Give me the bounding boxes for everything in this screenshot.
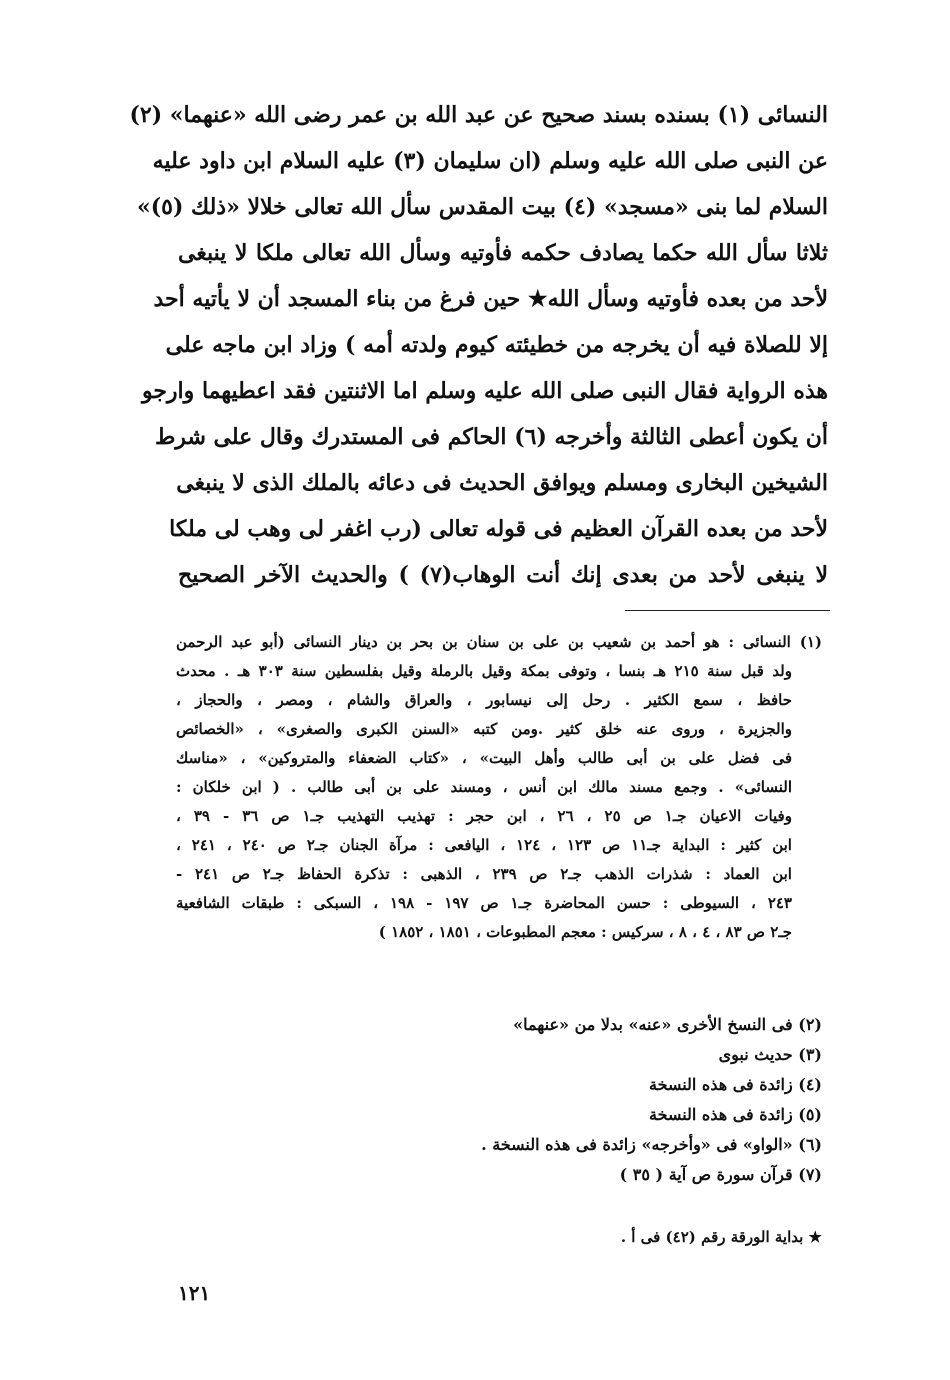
text-line: لا ينبغى لأحد من بعدى إنك أنت الوهاب(٧) ) والحديث الآخر الصحيح	[178, 562, 829, 588]
text-line: لأحد من بعده فأوتيه وسأل الله★ حين فرغ من بناء المسجد أن لا يأتيه أحد	[153, 286, 828, 312]
footnote-3: (٣) حديث نبوى	[718, 1045, 822, 1064]
text-line: لأحد من بعده القرآن العظيم فى قوله تعالى (رب اغفر لى وهب لى ملكا	[169, 516, 828, 542]
footnote-line: ٢٤٣ ، السيوطى : حسن المحاضرة جـ١ ص ١٩٧ - ١٩٨ ، السبكى : طبقات الشافعية	[176, 894, 792, 912]
footnote-6: (٦) «الواو» فى «وأخرجه» زائدة فى هذه النسخة .	[481, 1135, 822, 1154]
footnote-line: ولد قبل سنة ٢١٥ هـ بنسا ، وتوفى بمكة وقيل بالرملة وقيل بفلسطين سنة ٣٠٣ هـ . محدث	[176, 662, 792, 680]
text-line: إلا للصلاة فيه أن يخرجه من خطيئته كيوم ولدته أمه ) وزاد ابن ماجه على	[165, 332, 828, 358]
footnote-2: (٢) فى النسخ الأخرى «عنه» بدلا من «عنهما»	[513, 1015, 822, 1034]
footnote-4: (٤) زائدة فى هذه النسخة	[649, 1075, 822, 1094]
footnote-line: النسائى» . وجمع مسند مالك ابن أنس ، ومسند على بن أبى طالب . ( ابن خلكان :	[176, 778, 792, 796]
short-footnotes	[300, 1010, 822, 1190]
text-line: النسائى (١) بسنده بسند صحيح عن عبد الله بن عمر رضى الله «عنهما» (٢)	[129, 102, 828, 128]
main-text	[129, 92, 829, 598]
footnote-line: جـ٢ ص ٨٣ ، ٤ ، ٨ ، سركيس : معجم المطبوعات ، ١٨٥١ ، ١٨٥٢ )	[378, 923, 792, 941]
footnote-line: (١) النسائى : هو أحمد بن شعيب بن على بن سنان بن بحر بن دينار النسائى (أبو عبد الرحمن	[176, 633, 822, 651]
footnote-1	[176, 628, 822, 947]
footnote-line: ابن العماد : شذرات الذهب جـ٢ ص ٢٣٩ ، الذهبى : تذكرة الحفاظ جـ٢ ص ٢٤١ -	[176, 865, 792, 883]
footnote-line: ابن كثير : البداية جـ١١ ص ١٢٣ ، ١٢٤ ، اليافعى : مرآة الجنان جـ٢ ص ٢٤٠ ، ٢٤١ ،	[176, 836, 792, 854]
star-footnote: ★ بداية الورقة رقم (٤٢) فى أ .	[620, 1228, 822, 1246]
page-number: ١٢١	[178, 1281, 211, 1305]
footnote-line: فى فضل على بن أبى طالب وأهل البيت» ، «كتاب الضعفاء والمتروكين» ، «مناسك	[176, 749, 792, 767]
footnote-5: (٥) زائدة فى هذه النسخة	[649, 1105, 822, 1124]
footnote-separator	[625, 610, 830, 611]
text-line: ثلاثا سأل الله حكما يصادف حكمه فأوتيه وسأل الله تعالى ملكا لا ينبغى	[178, 240, 828, 266]
text-line: أن يكون أعطى الثالثة وأخرجه (٦) الحاكم فى المستدرك وقال على شرط	[154, 424, 828, 450]
text-line: عن النبى صلى الله عليه وسلم (ان سليمان (٣) عليه السلام ابن داود عليه	[152, 148, 828, 174]
footnote-7: (٧) قرآن سورة ص آية ( ٣٥ )	[619, 1165, 822, 1184]
footnote-line: والجزيرة ، وروى عنه خلق كثير .ومن كتبه «السنن الكبرى والصغرى» ، «الخصائص	[176, 720, 792, 738]
text-line: الشيخين البخارى ومسلم ويوافق الحديث فى دعائه بالملك الذى لا ينبغى	[176, 470, 828, 496]
footnote-line: وفيات الاعيان جـ١ ص ٢٥ ، ٢٦ ، ابن حجر : تهذيب التهذيب جـ١ ص ٣٦ - ٣٩ ،	[176, 807, 792, 825]
footnote-line: حافظ ، سمع الكثير . رحل إلى نيسابور ، والعراق والشام ، ومصر ، والحجاز ،	[176, 691, 792, 709]
text-line: السلام لما بنى «مسجد» (٤) بيت المقدس سأل الله تعالى خلالا «ذلك (٥)»	[136, 194, 828, 220]
text-line: هذه الرواية فقال النبى صلى الله عليه وسلم اما الاثنتين فقد اعطيهما وارجو	[141, 378, 828, 404]
